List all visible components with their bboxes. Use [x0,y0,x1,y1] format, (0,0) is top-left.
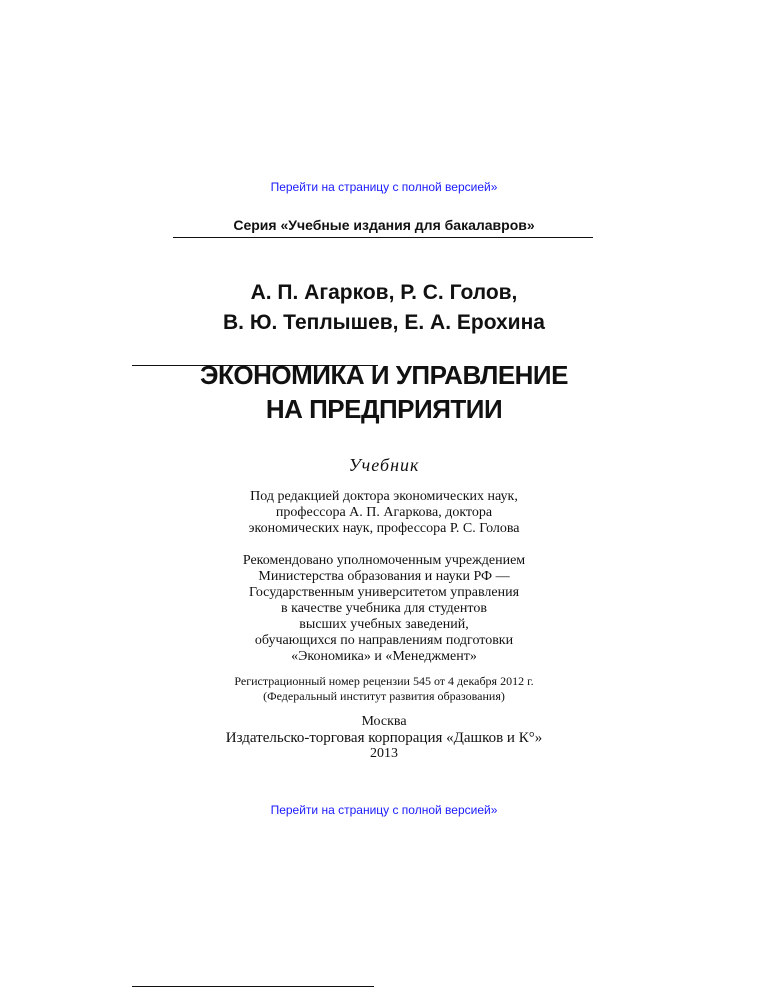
recommendation-line-6: обучающихся по направлениям подготовки [254,633,514,648]
recommendation-line-1: Рекомендовано уполномоченным учреждением [242,553,526,568]
editor-line-3: экономических наук, профессора Р. С. Голова [248,521,520,536]
recommendation-block [0,553,768,665]
authors-line-1: А. П. Агарков, Р. С. Голов, [250,281,518,304]
editor-block [0,489,768,537]
title-line-1: ЭКОНОМИКА И УПРАВЛЕНИЕ [200,360,568,390]
registration-block [0,674,768,704]
registration-line-2: (Федеральный институт развития образования) [263,689,505,703]
publisher-city: Москва [361,714,407,729]
publisher-name: Издательско-торговая корпорация «Дашков и К°» [225,730,543,746]
recommendation-line-7: «Экономика» и «Менеджмент» [291,649,477,664]
recommendation-line-2: Министерства образования и науки РФ — [258,569,510,584]
publisher-block [0,714,768,762]
full-version-link-bottom[interactable]: Перейти на страницу с полной версией» [270,803,498,817]
editor-line-1: Под редакцией доктора экономических наук, [250,489,518,504]
footer-rule [132,986,374,987]
registration-line-1: Регистрационный номер рецензии 545 от 4 декабря 2012 г. [234,674,534,688]
subtitle: Учебник [348,455,420,475]
full-version-link-top[interactable]: Перейти на страницу с полной версией» [270,180,498,194]
publisher-year: 2013 [370,746,398,761]
recommendation-line-5: высших учебных заведений, [299,617,469,632]
book-title [0,358,768,426]
recommendation-line-3: Государственным университетом управления [248,585,520,600]
series-divider [173,237,593,238]
series-title: Серия «Учебные издания для бакалавров» [233,217,535,233]
recommendation-line-4: в качестве учебника для студентов [281,601,487,616]
editor-line-2: профессора А. П. Агаркова, доктора [275,505,493,520]
title-line-2: НА ПРЕДПРИЯТИИ [265,394,503,424]
authors-line-2: В. Ю. Теплышев, Е. А. Ерохина [223,311,545,334]
authors [0,278,768,338]
